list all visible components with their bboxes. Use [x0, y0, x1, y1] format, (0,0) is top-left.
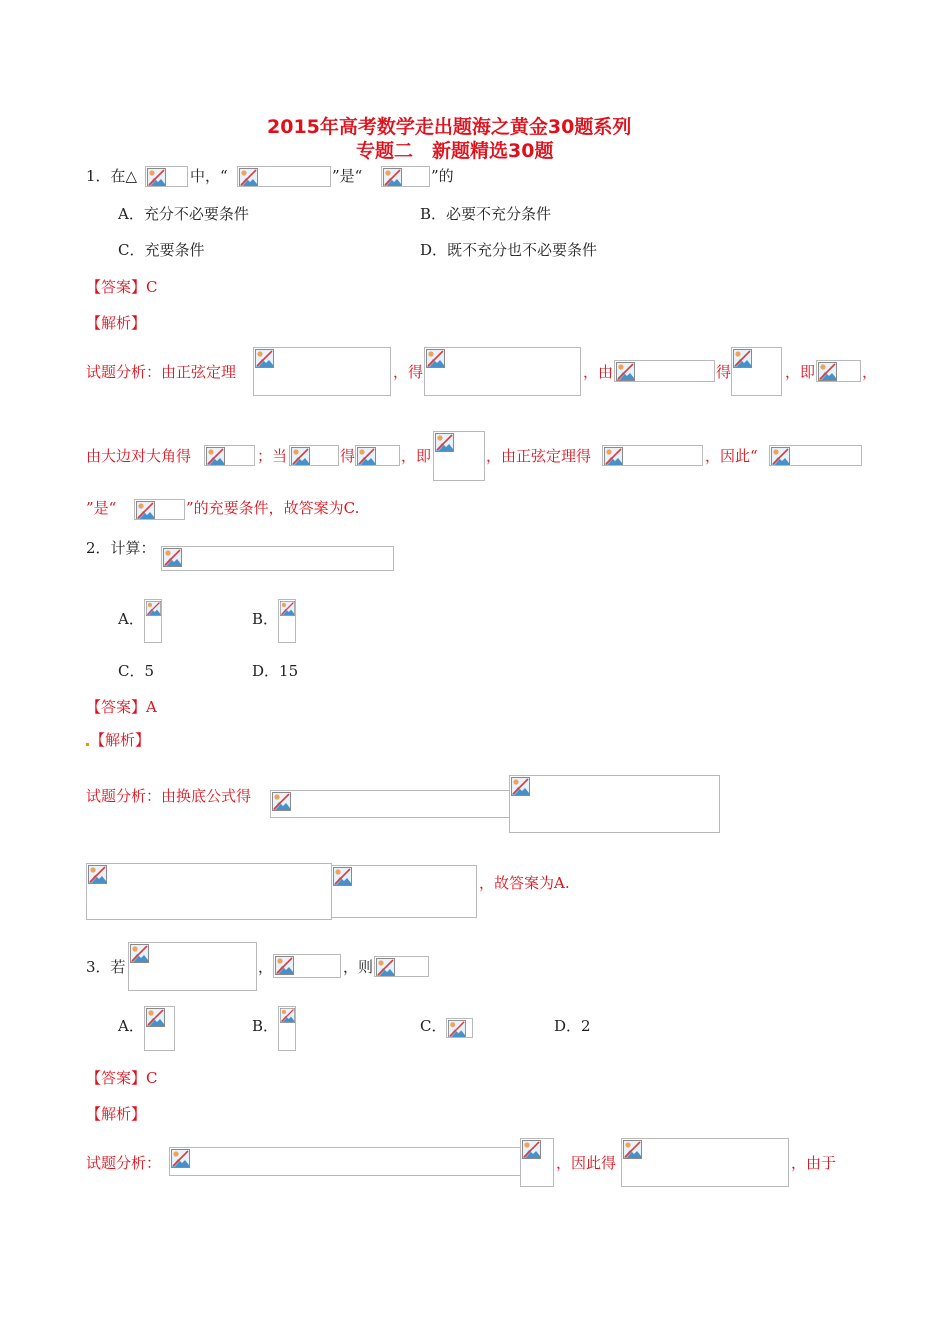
formula-image	[237, 166, 331, 187]
broken-image-icon	[280, 601, 295, 616]
formula-image	[331, 865, 477, 918]
q2-analysis-label: 【解析】	[90, 731, 151, 749]
formula-image	[731, 347, 782, 396]
page-subtitle: 专题二 新题精选30题	[356, 140, 554, 162]
broken-image-icon	[511, 777, 530, 796]
q2-option-b: B．	[252, 610, 279, 628]
q1-analysis-text: 试题分析：由正弦定理	[86, 363, 237, 381]
formula-image	[253, 347, 391, 396]
formula-image	[614, 360, 715, 382]
q1-option-c: C．充要条件	[118, 241, 205, 259]
broken-image-icon	[171, 1149, 190, 1168]
q1-analysis-text: ；当	[257, 447, 288, 465]
q3-analysis-text: ，因此得	[556, 1154, 617, 1172]
formula-image	[169, 1147, 521, 1176]
q2-option-d: D．15	[252, 662, 299, 680]
q1-analysis-text: ，得	[393, 363, 424, 381]
q3-answer: 【答案】C	[86, 1069, 158, 1087]
formula-image	[270, 790, 510, 818]
q1-analysis-text: ，	[862, 363, 878, 381]
broken-image-icon	[435, 433, 454, 452]
q3-analysis-text: 试题分析：	[86, 1154, 162, 1172]
formula-image	[374, 956, 429, 977]
q2-analysis-text: 试题分析：由换底公式得	[86, 787, 252, 805]
formula-image	[278, 1006, 296, 1051]
broken-image-icon	[206, 447, 225, 466]
formula-image	[433, 431, 485, 481]
page-title: 2015年高考数学走出题海之黄金30题系列	[267, 116, 632, 138]
broken-image-icon	[733, 349, 752, 368]
q3-option-b: B．	[252, 1017, 279, 1035]
broken-image-icon	[272, 792, 291, 811]
formula-image	[134, 499, 185, 520]
broken-image-icon	[255, 349, 274, 368]
broken-image-icon	[280, 1008, 295, 1023]
q1-analysis-text: 由大边对大角得	[86, 447, 192, 465]
formula-image	[204, 445, 255, 466]
broken-image-icon	[357, 447, 376, 466]
q3-option-d: D．2	[554, 1017, 591, 1035]
q1-stem-b: 中，“	[190, 167, 228, 185]
broken-image-icon	[291, 447, 310, 466]
broken-image-icon	[426, 349, 445, 368]
q1-analysis-text: 得	[716, 363, 732, 381]
q1-analysis-text: ，即	[785, 363, 816, 381]
q1-analysis-text: ，由	[583, 363, 614, 381]
formula-image	[278, 599, 296, 643]
q1-analysis-text: ，因此“	[705, 447, 758, 465]
formula-image	[161, 546, 394, 571]
formula-image	[289, 445, 339, 466]
broken-image-icon	[522, 1140, 541, 1159]
q1-analysis-text: 得	[340, 447, 356, 465]
q1-analysis-text: ”是“	[86, 499, 117, 517]
formula-image	[520, 1138, 554, 1187]
formula-image	[128, 942, 257, 991]
broken-image-icon	[623, 1140, 642, 1159]
broken-image-icon	[604, 447, 623, 466]
broken-image-icon	[147, 168, 166, 187]
q2-option-a: A．	[118, 610, 144, 628]
formula-image	[509, 775, 720, 833]
q1-analysis-label: 【解析】	[86, 314, 147, 332]
broken-image-icon	[818, 362, 837, 381]
formula-image	[273, 954, 341, 978]
q2-answer: 【答案】A	[86, 698, 157, 716]
broken-image-icon	[333, 867, 352, 886]
q2-option-c: C．5	[118, 662, 155, 680]
q3-stem: ，则	[343, 958, 374, 976]
q1-option-a: A．充分不必要条件	[118, 205, 249, 223]
broken-image-icon	[239, 168, 258, 187]
formula-image	[424, 347, 581, 396]
formula-image	[144, 1006, 175, 1051]
q3-stem: ，	[258, 958, 274, 976]
formula-image	[602, 445, 703, 466]
broken-image-icon	[376, 958, 395, 977]
q2-analysis-text: ，故答案为A.	[479, 874, 570, 892]
broken-image-icon	[130, 944, 149, 963]
broken-image-icon	[448, 1020, 466, 1038]
q1-analysis-text: ，即	[401, 447, 432, 465]
formula-image	[816, 360, 861, 382]
broken-image-icon	[146, 1008, 165, 1027]
formula-image	[621, 1138, 789, 1187]
q1-stem-d: ”的	[431, 167, 454, 185]
broken-image-icon	[616, 362, 635, 381]
formula-image	[144, 599, 162, 643]
q3-stem: 3．若	[86, 958, 126, 976]
q2-stem: 2．计算：	[86, 539, 156, 557]
broken-image-icon	[136, 501, 155, 520]
q1-stem-c: ”是“	[332, 167, 363, 185]
broken-image-icon	[771, 447, 790, 466]
formula-image	[355, 445, 400, 466]
q1-analysis-text: ，由正弦定理得	[486, 447, 592, 465]
broken-image-icon	[163, 548, 182, 567]
broken-image-icon	[146, 601, 161, 616]
formula-image	[86, 863, 332, 920]
q3-analysis-text: ，由于	[791, 1154, 837, 1172]
broken-image-icon	[275, 956, 294, 975]
q1-answer: 【答案】C	[86, 278, 158, 296]
marker-dot	[86, 743, 89, 746]
q3-analysis-label: 【解析】	[86, 1105, 147, 1123]
formula-image	[769, 445, 862, 466]
q1-option-d: D．既不充分也不必要条件	[420, 241, 598, 259]
broken-image-icon	[383, 168, 402, 187]
q1-option-b: B．必要不充分条件	[420, 205, 552, 223]
q3-option-a: A．	[118, 1017, 144, 1035]
broken-image-icon	[88, 865, 107, 884]
q1-analysis-text: ”的充要条件，故答案为C.	[186, 499, 360, 517]
q3-option-c: C．	[420, 1017, 447, 1035]
formula-image	[381, 166, 430, 187]
formula-image	[446, 1018, 473, 1038]
formula-image	[145, 166, 188, 187]
q1-stem-a: 1．在△	[86, 167, 138, 185]
